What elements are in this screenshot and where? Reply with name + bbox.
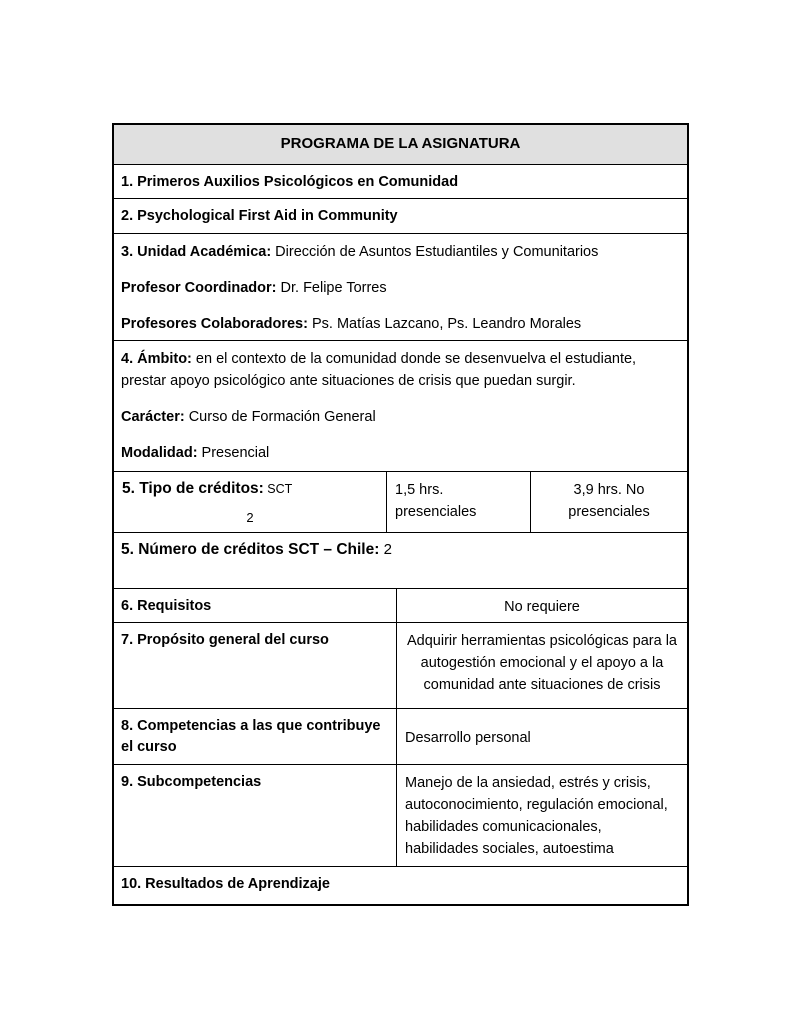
row-learning-outcomes: [114, 866, 687, 904]
modality-label: Modalidad:: [121, 445, 198, 461]
character-label: Carácter:: [121, 409, 185, 425]
competencies-label: 8. Competencias a las que contribuye el curso: [121, 718, 381, 755]
row-competencies: [114, 708, 687, 764]
subcompetencies-label: 9. Subcompetencias: [121, 774, 262, 790]
row-academic-unit: [114, 233, 687, 340]
table-header: [114, 125, 687, 164]
competencies-value: [396, 709, 687, 764]
credit-type-value: SCT: [263, 482, 293, 496]
competencies-text: Desarrollo personal: [405, 730, 531, 746]
program-table: [112, 123, 689, 906]
non-contact-hours-cell: 3,9 hrs. No presenciales: [530, 472, 687, 532]
row-course-name-en: [114, 198, 687, 233]
learning-outcomes-label: 10. Resultados de Aprendizaje: [121, 876, 330, 892]
row-requirements: [114, 588, 687, 622]
requirements-label: 6. Requisitos: [121, 598, 212, 614]
coordinator-label: Profesor Coordinador:: [121, 280, 277, 296]
purpose-value: Adquirir herramientas psicológicas para la autogestión emocional y el apoyo a la comunidad ante situaciones de crisis: [396, 623, 687, 708]
course-name-es: 1. Primeros Auxilios Psicológicos en Comunidad: [121, 174, 459, 190]
collaborators-line: [121, 313, 680, 335]
sct-credits-label: 5. Número de créditos SCT – Chile:: [121, 541, 380, 558]
scope-line: [121, 348, 680, 392]
modality-value: Presencial: [197, 445, 270, 461]
contact-hours-cell: 1,5 hrs. presenciales: [386, 472, 530, 532]
course-name-en: 2. Psychological First Aid in Community: [121, 208, 398, 224]
subcompetencies-value: Manejo de la ansiedad, estrés y crisis, autoconocimiento, regulación emocional, habilidades comunicacionales, habilidades sociales, autoestima: [396, 765, 687, 866]
character-line: [121, 406, 680, 428]
coordinator-value: Dr. Felipe Torres: [276, 280, 387, 296]
academic-unit-label: 3. Unidad Académica:: [121, 244, 272, 260]
scope-label: 4. Ámbito:: [121, 351, 192, 367]
credit-type-line: [122, 479, 378, 499]
credit-number: 2: [246, 510, 254, 525]
modality-line: [121, 442, 680, 464]
row-course-name-es: [114, 164, 687, 198]
character-value: Curso de Formación General: [184, 409, 376, 425]
purpose-label: 7. Propósito general del curso: [121, 632, 329, 648]
table-title: PROGRAMA DE LA ASIGNATURA: [280, 135, 521, 152]
requirements-value: No requiere: [396, 589, 687, 622]
collaborators-label: Profesores Colaboradores:: [121, 316, 308, 332]
collaborators-value: Ps. Matías Lazcano, Ps. Leandro Morales: [307, 316, 582, 332]
row-credit-type: [114, 471, 687, 532]
credit-type-label: 5. Tipo de créditos:: [122, 480, 264, 497]
row-purpose: [114, 622, 687, 708]
sct-credits-value: 2: [379, 541, 392, 558]
academic-unit-line: [121, 241, 680, 263]
academic-unit-value: Dirección de Asuntos Estudiantiles y Comunitarios: [271, 244, 599, 260]
scope-value: en el contexto de la comunidad donde se desenvuelva el estudiante, prestar apoyo psicológico ante situaciones de crisis que puedan surgir.: [121, 351, 637, 389]
row-sct-credits: [114, 532, 687, 588]
credit-type-cell: [114, 472, 386, 532]
row-scope: [114, 340, 687, 471]
row-subcompetencies: [114, 764, 687, 866]
coordinator-line: [121, 277, 680, 299]
